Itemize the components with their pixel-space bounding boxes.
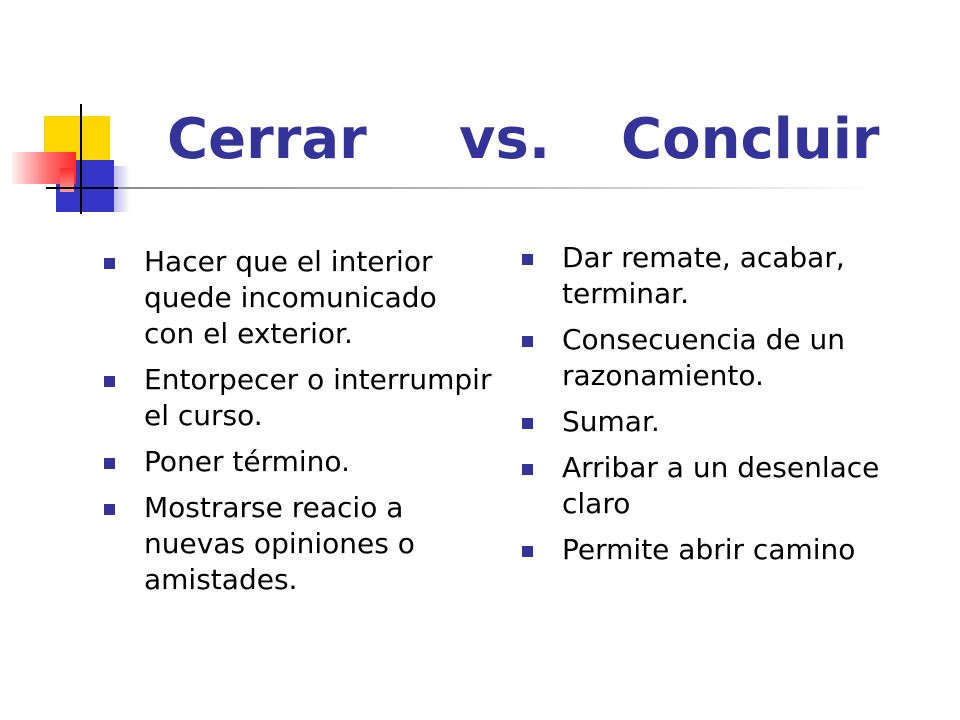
square-bullet-icon — [522, 418, 533, 429]
decoration-vertical-line — [80, 104, 82, 214]
list-item-text: Permite abrir camino — [562, 533, 856, 566]
square-bullet-icon — [522, 546, 533, 557]
list-item-text: Arribar a un desenlace claro — [562, 451, 880, 520]
square-bullet-icon — [104, 376, 115, 387]
list-item — [522, 240, 942, 312]
list-item-text: Dar remate, acabar, terminar. — [562, 241, 845, 310]
left-bullet-list — [104, 244, 494, 608]
right-bullet-list — [522, 240, 942, 578]
list-item-text: Consecuencia de un razonamiento. — [562, 323, 845, 392]
square-bullet-icon — [522, 336, 533, 347]
title-underline — [118, 187, 878, 189]
list-item — [522, 532, 942, 568]
list-item — [522, 450, 942, 522]
list-item-text: Sumar. — [562, 405, 660, 438]
square-bullet-icon — [104, 458, 115, 469]
list-item-text: Mostrarse reacio a nuevas opiniones o amistades. — [144, 491, 415, 596]
title-word-vs: vs. — [459, 107, 551, 172]
square-bullet-icon — [522, 254, 533, 265]
list-item — [522, 322, 942, 394]
list-item — [104, 244, 494, 352]
square-bullet-icon — [104, 504, 115, 515]
list-item — [104, 362, 494, 434]
decoration-blue-glow — [104, 166, 130, 212]
square-bullet-icon — [522, 464, 533, 475]
title-word-concluir: Concluir — [621, 107, 880, 172]
list-item — [104, 444, 494, 480]
list-item-text: Poner término. — [144, 445, 350, 478]
square-bullet-icon — [104, 258, 115, 269]
title-word-cerrar: Cerrar — [167, 107, 367, 172]
list-item-text: Hacer que el interior quede incomunicado con el exterior. — [144, 245, 437, 350]
list-item — [522, 404, 942, 440]
list-item-text: Entorpecer o interrumpir el curso. — [144, 363, 492, 432]
list-item — [104, 490, 494, 598]
